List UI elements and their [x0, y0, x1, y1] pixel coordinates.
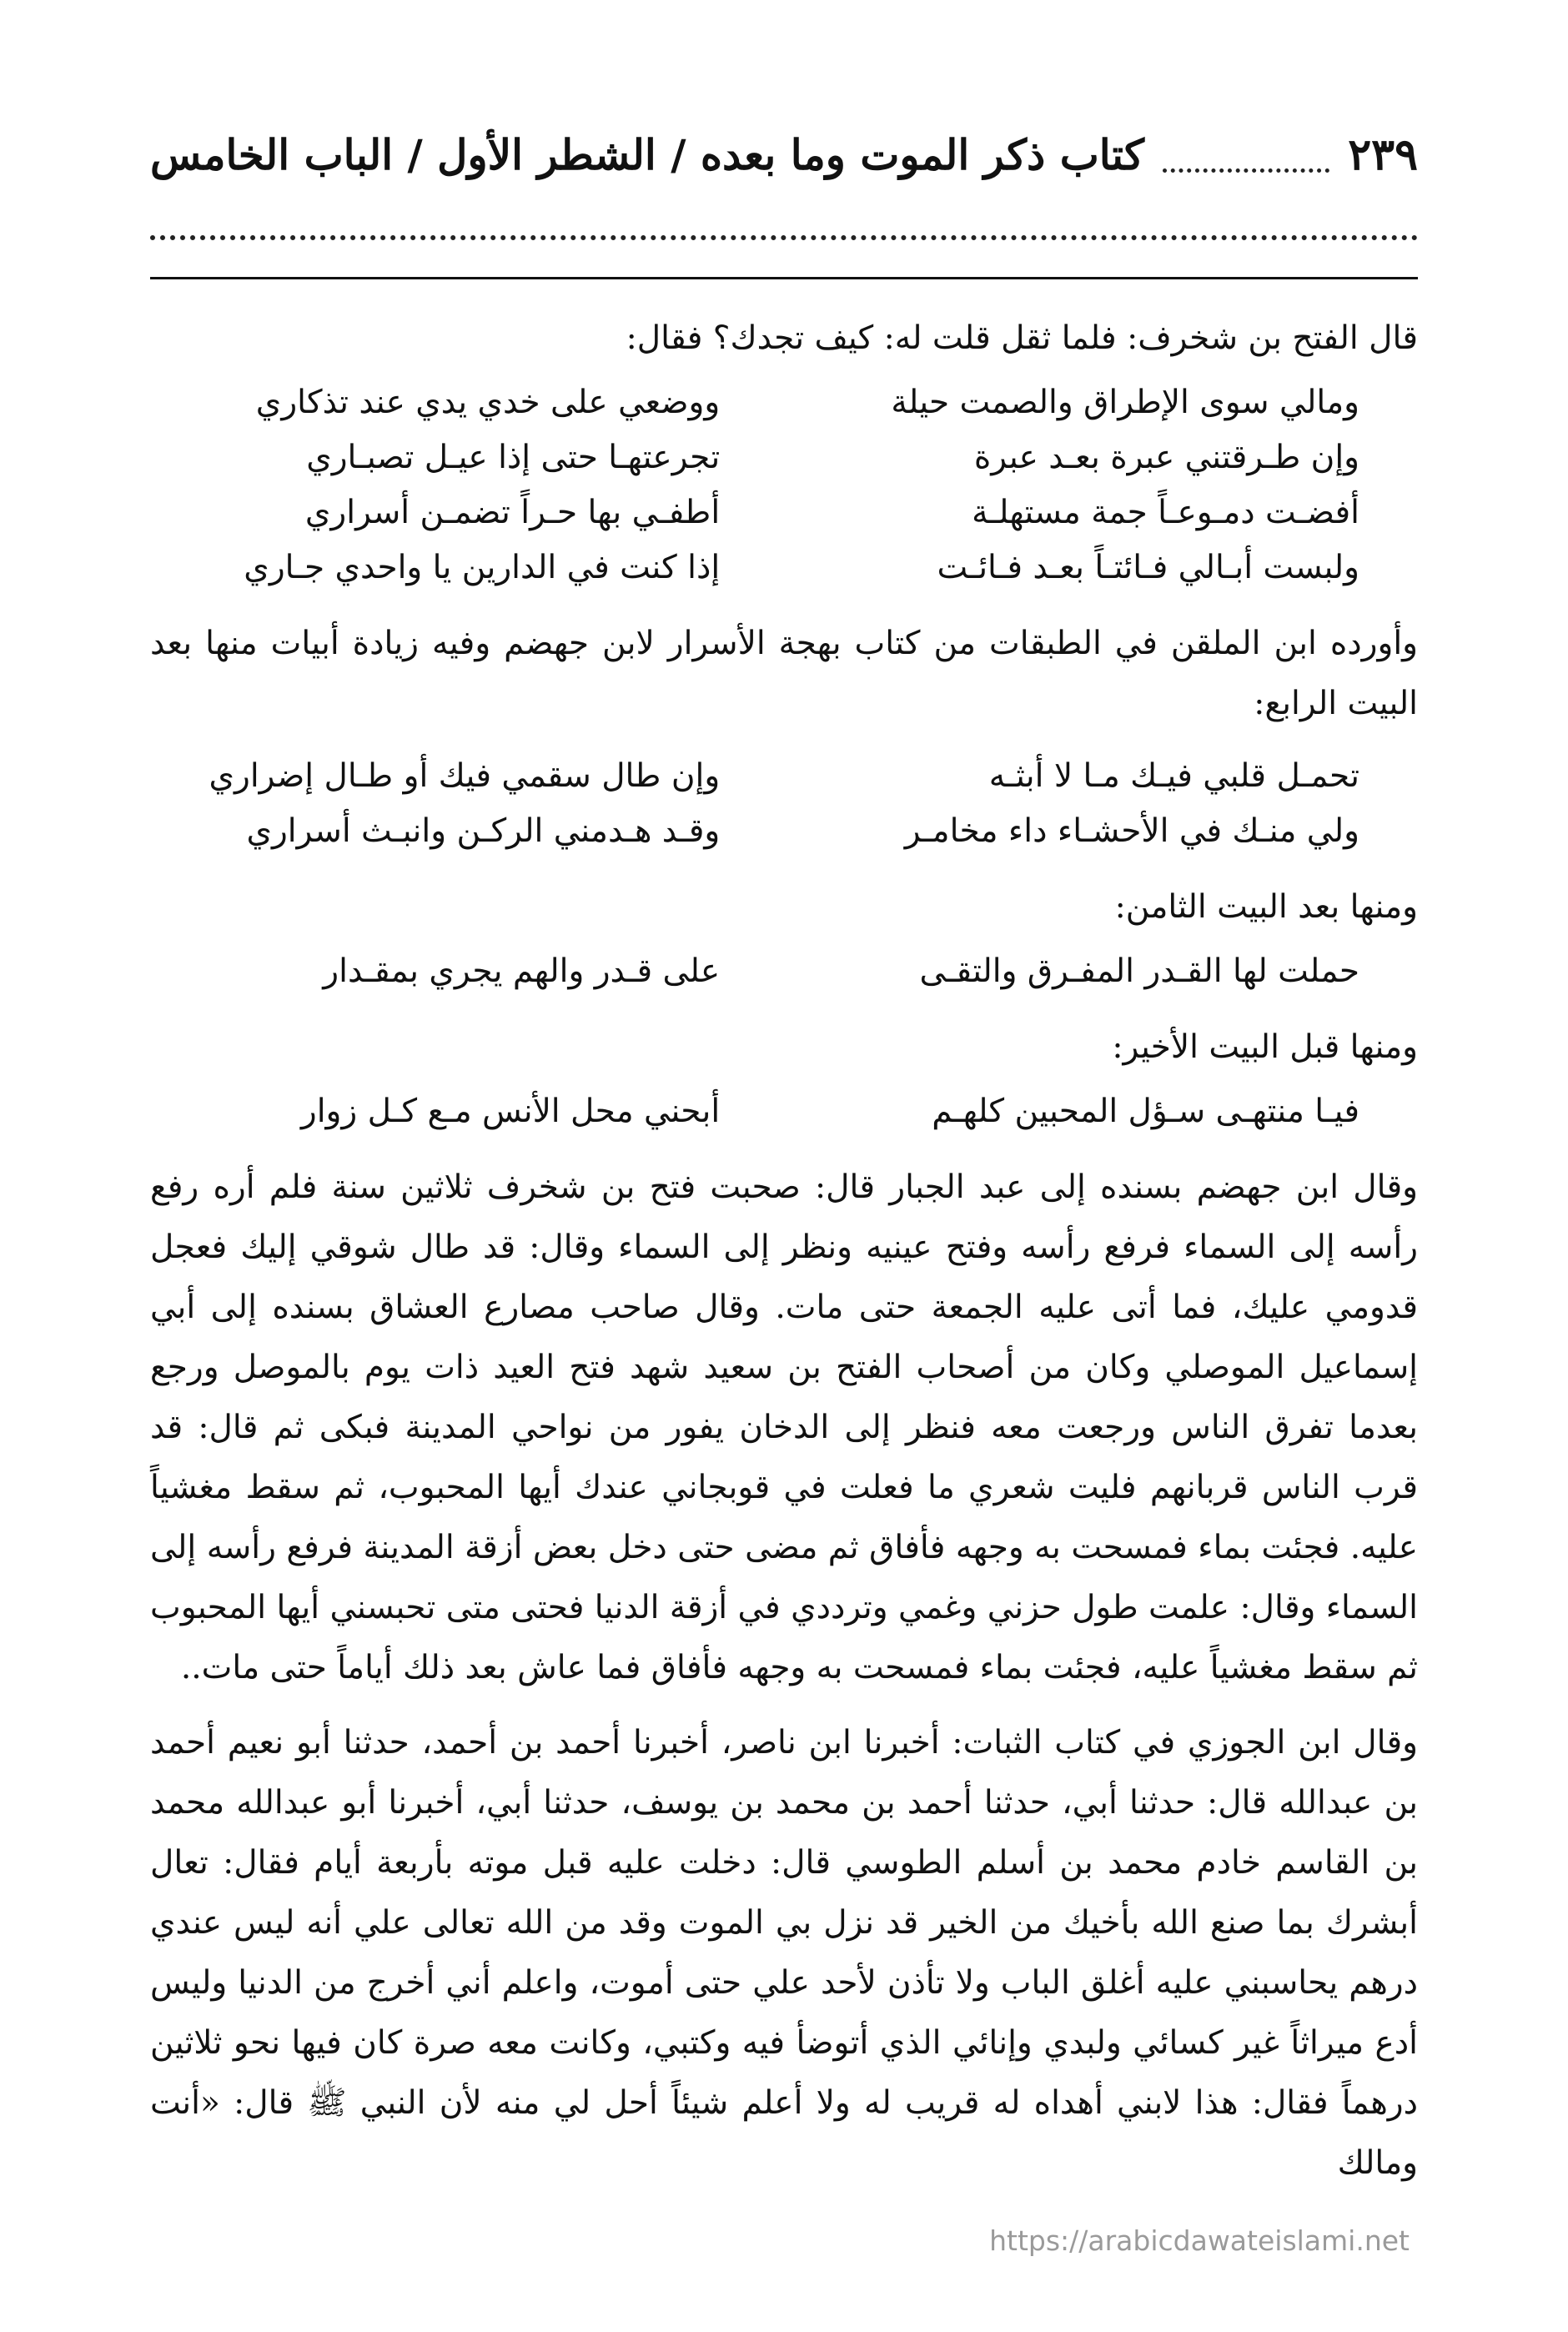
verse-first-hemistich: وإن طـرقتني عبرة بعـد عبرة	[973, 439, 1359, 476]
watermark-url: https://arabicdawateislami.net	[989, 2224, 1410, 2257]
poem-4	[150, 1084, 1418, 1139]
verse-line	[150, 430, 1418, 485]
verse-first-hemistich: حملت لها القـدر المفـرق والتقـى	[919, 952, 1359, 990]
verse-line	[150, 749, 1418, 804]
paragraph: ومنها بعد البيت الثامن:	[1114, 888, 1418, 926]
page-number: ٢٣٩	[1348, 128, 1418, 180]
verse-second-hemistich: أبحني محل الأنس مـع كـل زوار	[300, 1093, 721, 1130]
verse-line	[150, 375, 1418, 430]
verse-second-hemistich: أطفـي بها حـراً تضمـن أسراري	[304, 494, 721, 531]
header-rule	[150, 277, 1418, 279]
verse-second-hemistich: ووضعي على خدي يدي عند تذكاري	[255, 384, 721, 421]
verse-first-hemistich: فيـا منتهـى سـؤل المحبين كلهـم	[932, 1093, 1359, 1130]
paragraph: وقال ابن جهضم بسنده إلى عبد الجبار قال: صحبت فتح بن شخرف ثلاثين سنة فلم أره رفع رأسه إلى السماء فرفع رأسه وفتح عينيه ونظر إلى السماء وقال: قد طال شوقي إليك فعجل قدومي عليك، فما أتى عليه الجمعة حتى مات. وقال صاحب مصارع العشاق بسنده إلى أبي إسماعيل الموصلي وكان من أصحاب الفتح بن سعيد شهد فتح العيد ذات يوم بالموصل ورجع بعدما تفرق الناس ورجعت معه فنظر إلى الدخان يفور من نواحي المدينة فبكى ثم قال: قد قرب الناس قربانهم فليت شعري ما فعلت في قوبجاني عندك أيها المحبوب، ثم سقط مغشياً عليه. فجئت بماء فمسحت به وجهه فأفاق ثم مضى حتى دخل بعض أزقة المدينة فرفع رأسه إلى السماء وقال: علمت طول حزني وغمي وترددي في أزقة الدنيا فحتى متى تحبسني أيها المحبوب ثم سقط مغشياً عليه، فجئت بماء فمسحت به وجهه فأفاق فما عاش بعد ذلك أياماً حتى مات..	[150, 1169, 1418, 1686]
header-dot-leader	[1163, 163, 1329, 173]
verse-second-hemistich: وإن طال سقمي فيك أو طـال إضراري	[209, 757, 721, 795]
poem-3	[150, 944, 1418, 999]
paragraph: وأورده ابن الملقن في الطبقات من كتاب بهجة الأسرار لابن جهضم وفيه زيادة أبيات منها بعد البيت الرابع:	[150, 625, 1418, 722]
verse-line	[150, 485, 1418, 540]
poem-2	[150, 749, 1418, 859]
verse-second-hemistich: تجرعتهـا حتى إذا عيـل تصبـاري	[306, 439, 721, 476]
verse-second-hemistich: على قـدر والهم يجري بمقـدار	[323, 952, 721, 990]
paragraph: ومنها قبل البيت الأخير:	[1112, 1028, 1418, 1066]
verse-line	[150, 1084, 1418, 1139]
running-header	[150, 108, 1418, 200]
verse-line	[150, 804, 1418, 859]
verse-second-hemistich: إذا كنت في الدارين يا واحدي جـاري	[244, 549, 721, 586]
verse-first-hemistich: ولي منـك في الأحشـاء داء مخامـر	[904, 812, 1359, 850]
verse-first-hemistich: أفضـت دمـوعـاً جمة مستهلـة	[972, 494, 1359, 531]
main-text	[150, 309, 1418, 2209]
intro-line: قال الفتح بن شخرف: فلما ثقل قلت له: كيف تجدك؟ فقال:	[626, 319, 1418, 357]
header-title: كتاب ذكر الموت وما بعده / الشطر الأول / الباب الخامس	[150, 129, 1144, 179]
verse-first-hemistich: ومالي سوى الإطراق والصمت حيلة	[891, 384, 1359, 421]
paragraph: وقال ابن الجوزي في كتاب الثبات: أخبرنا ابن ناصر، أخبرنا أحمد بن أحمد، حدثنا أبو نعيم أحمد بن عبدالله قال: حدثنا أبي، حدثنا أحمد بن محمد بن يوسف، حدثنا أبي، أخبرنا أبو عبدالله محمد بن القاسم خادم محمد بن أسلم الطوسي قال: دخلت عليه قبل موته بأربعة أيام فقال: تعال أبشرك بما صنع الله بأخيك من الخير قد نزل بي الموت وقد من الله تعالى علي أنه ليس عندي درهم يحاسبني عليه أغلق الباب ولا تأذن لأحد علي حتى أموت، واعلم أني أخرج من الدنيا وليس أدع ميراثاً غير كسائي ولبدي وإنائي الذي أتوضأ فيه وكتبي، وكانت معه صرة كان فيها نحو ثلاثين درهماً فقال: هذا لابني أهداه له قريب له ولا أعلم شيئاً أحل لي منه لأن النبي ﷺ قال: «أنت ومالك	[150, 1724, 1418, 2182]
verse-first-hemistich: تحمـل قلبي فيـك مـا لا أبثـه	[988, 757, 1359, 795]
poem-1	[150, 375, 1418, 596]
verse-first-hemistich: ولبست أبـالي فـائتـاً بعـد فـائـت	[937, 549, 1359, 586]
verse-line	[150, 944, 1418, 999]
verse-second-hemistich: وقـد هـدمني الركـن وانبـث أسراري	[246, 812, 721, 850]
dotted-divider	[150, 235, 1418, 240]
verse-line	[150, 540, 1418, 596]
